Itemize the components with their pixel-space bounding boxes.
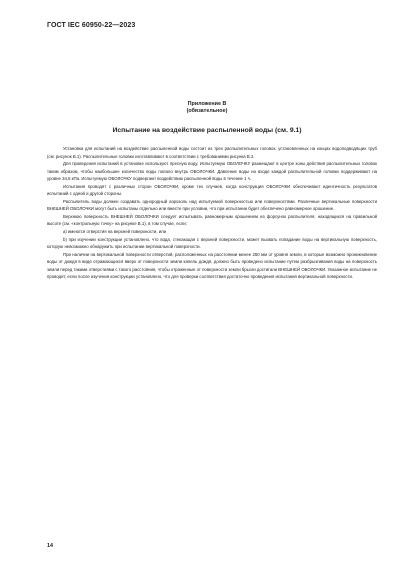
section-title: Испытание на воздействие распыленной воды (см. 9.1) (112, 127, 302, 134)
standard-designation: ГОСТ IEC 60950-22—2023 (47, 22, 136, 29)
paragraph: Распылитель воды должен создавать однородный аэрозоль над испытуемой поверхностью или поверхностями. Различные вертикальные поверхности ВНЕШНЕЙ ОБОЛОЧКИ могут быть испытаны отдельно или вместе при условии, что при испытании будет обеспечено равномерное орошение. (47, 198, 377, 212)
body-text (47, 145, 377, 281)
paragraph: Для проведения испытаний в установке используют пресную воду. Испытуемую ОБОЛОЧКУ размещают в центре зоны действия распылительных головок таким образом, чтобы наибольшее количество воды попало внутрь ОБОЛОЧКИ. Давление воды на входе каждой распылительной головки поддерживают на уровне 34,5 кПа. Испытуемую ОБОЛОЧКУ подвергают воздействию распыленной воды в течение 1 ч. (47, 161, 377, 182)
paragraph: При наличии на вертикальной поверхности отверстий, расположенных на расстоянии менее 250 мм от уровня земли, в которые возможно проникновение воды от дождя в виде отражающихся вверх от поверхности земли капель дождя, должно быть проведено испытание путем разбрызгивания воды на поверхность земли перед такими отверстиями с такого расстояния, чтобы отраженные от поверхности земли брызги достигали ВНЕШНЕЙ ОБОЛОЧКИ. Указанное испытание не проводят, если после изучения конструкции установлено, что для проверки соответствия достаточно проведения испытания вертикальной поверхности. (47, 251, 377, 280)
list-item: а) имеются отверстия на верхней поверхности, или (63, 229, 167, 235)
paragraph: Установка для испытаний на воздействие распыленной воды состоит из трех распылительных головок, установленных на концах водоподводящих труб (см. рисунок В.1). Распылительные головки изготавливают в соответствии с требованиями рисунка В.2. (47, 146, 377, 159)
appendix-heading (0, 101, 414, 115)
page-number: 14 (47, 543, 53, 549)
paragraph: Верхнюю поверхность ВНЕШНЕЙ ОБОЛОЧКИ следует испытывать равномерным орошением из форсунок распылителя, находящихся на правильной высоте (см. «контрольную точку» на рисунке В.1), в том случае, если: (47, 213, 377, 227)
appendix-title: Приложение В (187, 101, 227, 107)
appendix-status: (обязательное) (186, 108, 228, 114)
paragraph: Испытания проводят с различных сторон ОБОЛОЧКИ, кроме тех случаев, когда конструкция ОБОЛОЧКИ обеспечивает идентичность результатов испытаний с одной и другой стороны. (47, 183, 377, 197)
list-item: b) при изучении конструкции установлено, что вода, стекающая с верхней поверхности, может вызвать попадание воды на вертикальную поверхность, которую невозможно обнаружить при испытании вертикальной поверхности. (47, 236, 377, 250)
